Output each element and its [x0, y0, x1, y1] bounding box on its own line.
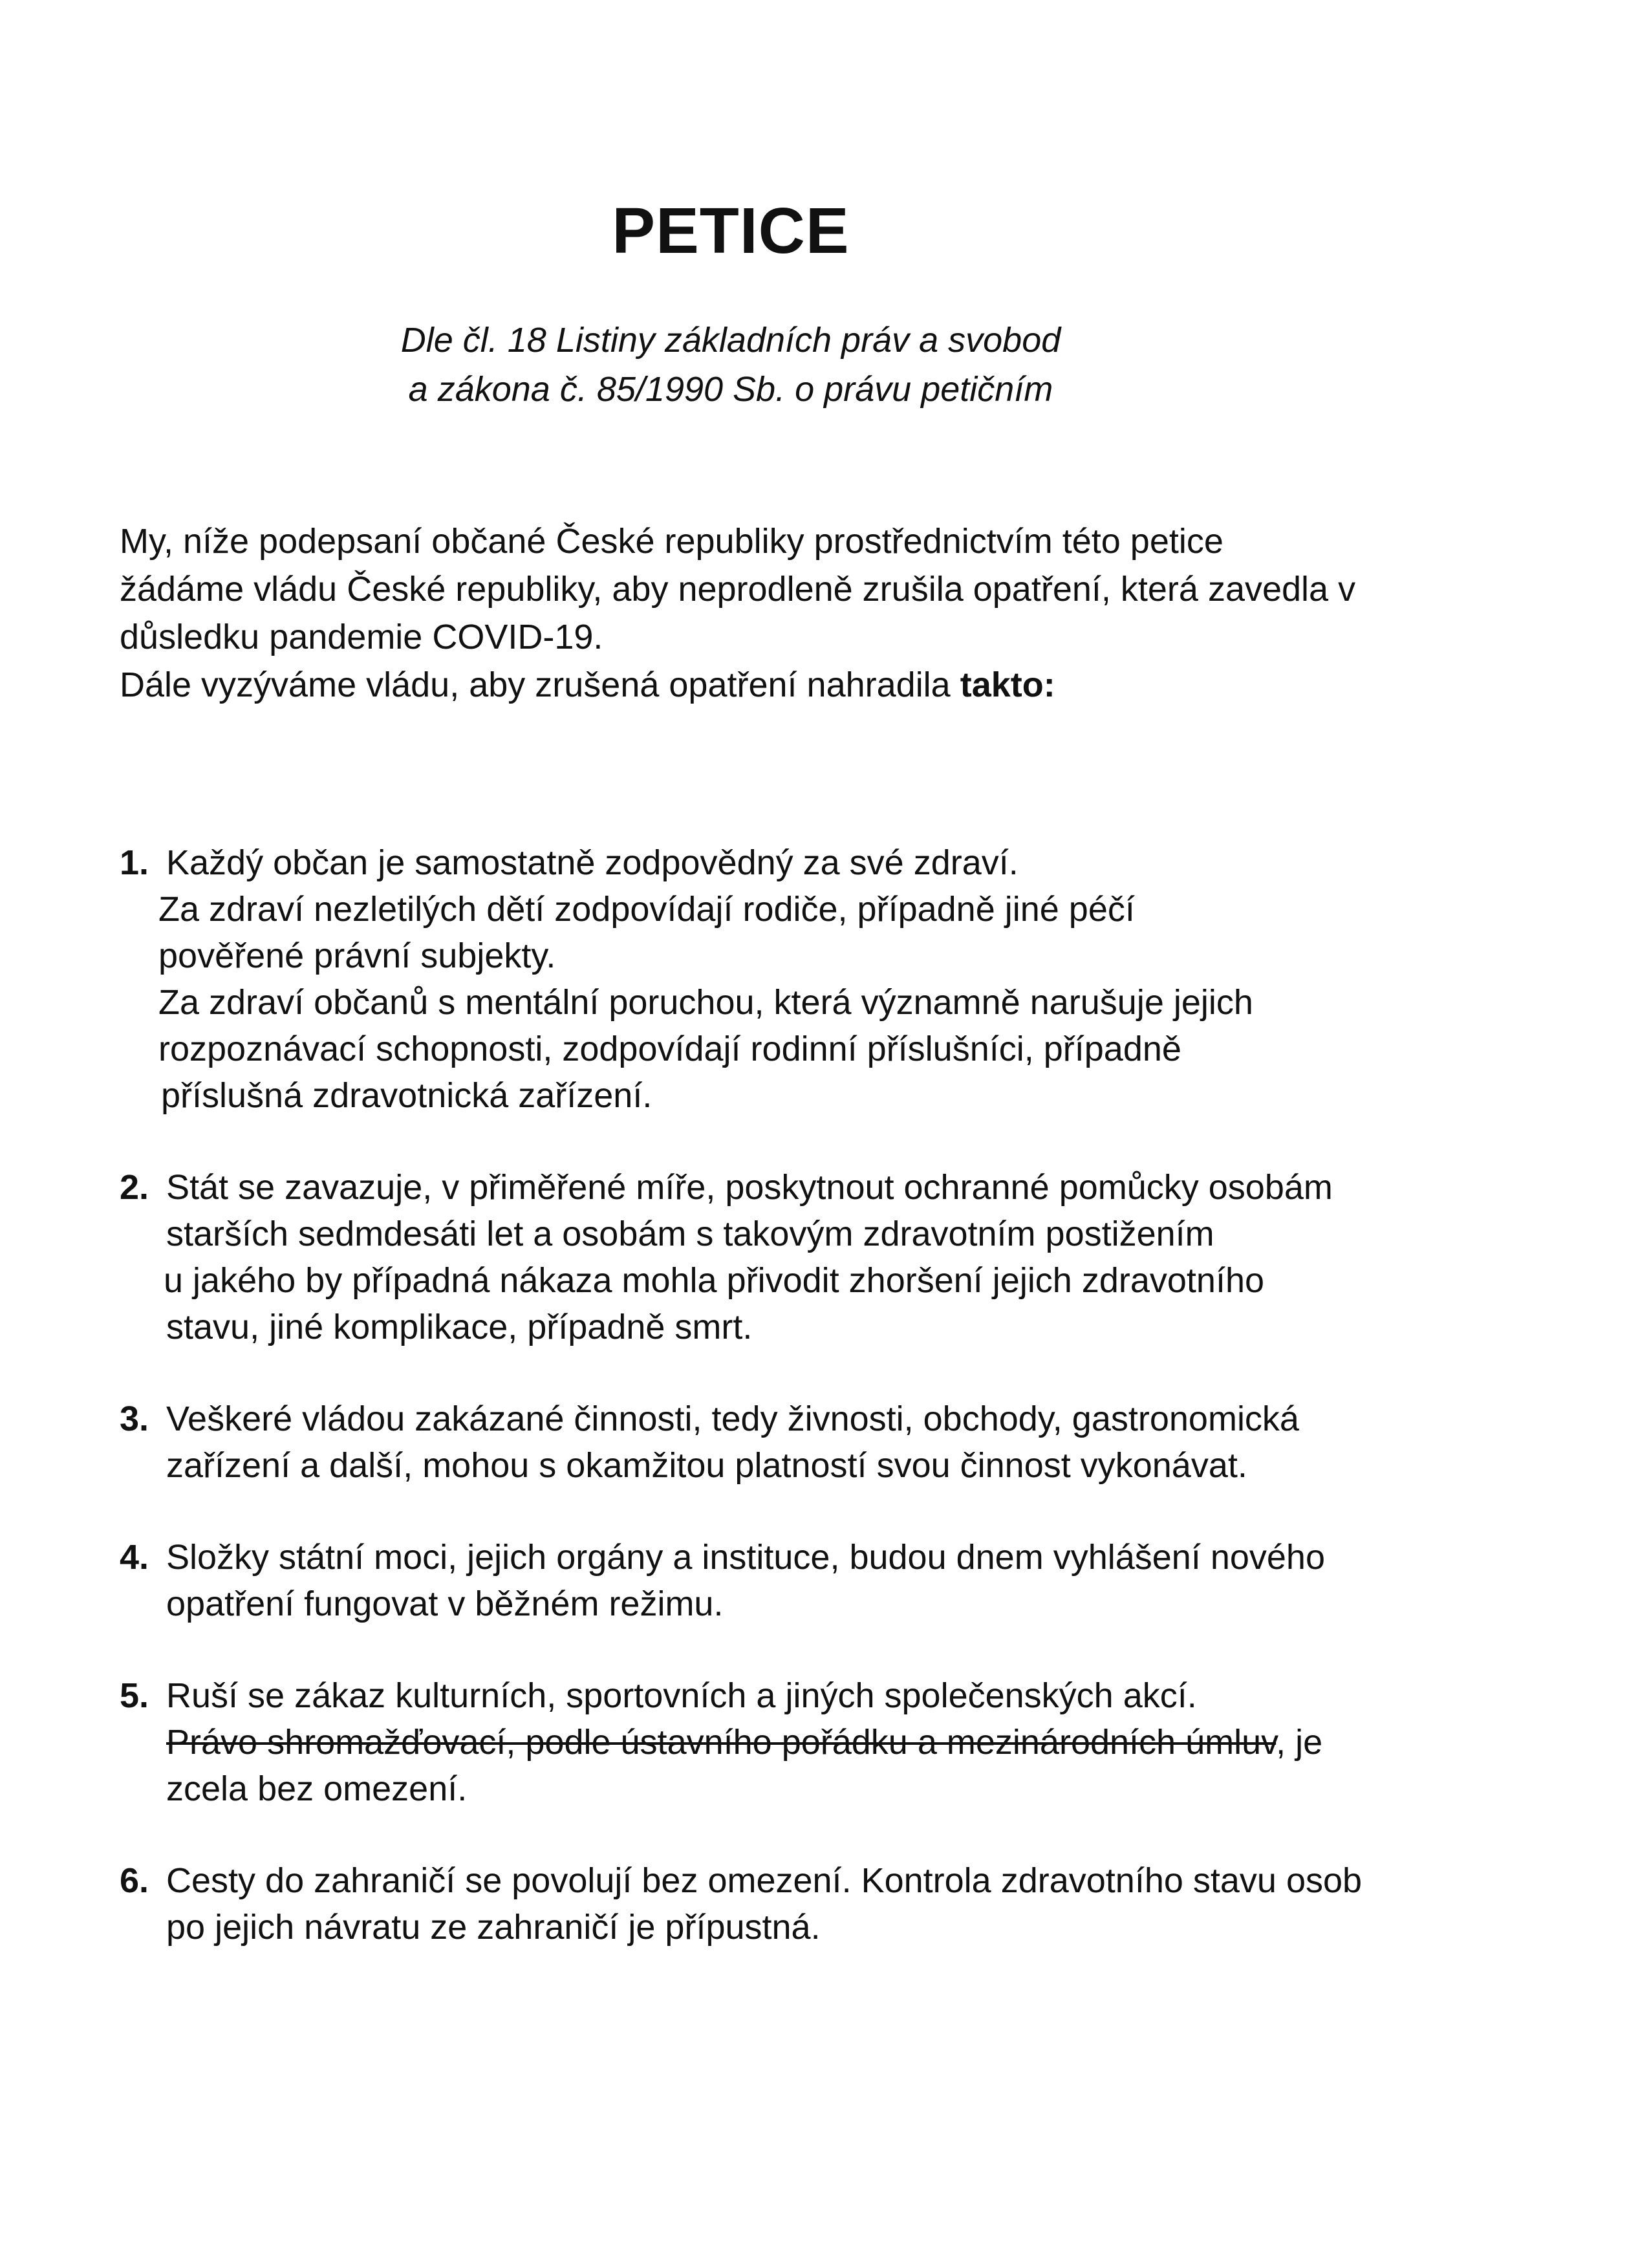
- item-line: Za zdraví nezletilých dětí zodpovídají rodiče, případně jiné péčí: [158, 890, 1135, 929]
- item-line: stavu, jiné komplikace, případně smrt.: [166, 1308, 753, 1346]
- demand-item-1: [120, 839, 1555, 1119]
- subtitle-line: a zákona č. 85/1990 Sb. o právu petičním: [408, 370, 1053, 409]
- demand-item-4: [120, 1534, 1555, 1627]
- demand-item-2: [120, 1164, 1555, 1350]
- item-line: [166, 1719, 1555, 1766]
- intro-line: [120, 661, 1542, 709]
- item-number: 5.: [120, 1676, 149, 1715]
- item-line: Ruší se zákaz kulturních, sportovních a jiných společenských akcí.: [166, 1676, 1197, 1715]
- item-line: Stát se zavazuje, v přiměřené míře, poskytnout ochranné pomůcky osobám: [166, 1168, 1333, 1207]
- intro-line: důsledku pandemie COVID-19.: [120, 618, 603, 656]
- item-body: [166, 1672, 1555, 1812]
- item-line: po jejich návratu ze zahraničí je přípustná.: [166, 1908, 821, 1947]
- demand-item-6: [120, 1857, 1555, 1950]
- item-line: Složky státní moci, jejich orgány a instituce, budou dnem vyhlášení nového: [166, 1538, 1325, 1577]
- intro-last-text: Dále vyzýváme vládu, aby zrušená opatření nahradila: [120, 665, 960, 704]
- item-number: 3.: [120, 1399, 149, 1438]
- item-body: [166, 1534, 1555, 1627]
- item-line: Každý občan je samostatně zodpovědný za své zdraví.: [166, 843, 1018, 882]
- subtitle-line: Dle čl. 18 Listiny základních práv a svobod: [400, 321, 1061, 360]
- item-line-rest: , je: [1276, 1723, 1323, 1762]
- item-body: [166, 1396, 1555, 1489]
- intro-line: My, níže podepsaní občané České republiky prostřednictvím této petice: [120, 522, 1223, 561]
- intro-line: žádáme vládu České republiky, aby neprodleně zrušila opatření, která zavedla v: [120, 570, 1356, 609]
- item-line: zařízení a další, mohou s okamžitou platností svou činnost vykonávat.: [166, 1446, 1247, 1485]
- item-number: 6.: [120, 1861, 149, 1900]
- petition-title: PETICE: [612, 195, 850, 267]
- item-body: [166, 1857, 1555, 1950]
- item-number: 4.: [120, 1538, 149, 1577]
- intro-paragraph: [120, 517, 1542, 709]
- item-line: rozpoznávací schopnosti, zodpovídají rodinní příslušníci, případně: [158, 1030, 1181, 1068]
- item-line: pověřené právní subjekty.: [158, 936, 556, 975]
- item-line: u jakého by případná nákaza mohla přivodit zhoršení jejich zdravotního: [164, 1261, 1265, 1300]
- item-line: Za zdraví občanů s mentální poruchou, která významně narušuje jejich: [158, 983, 1253, 1022]
- item-line: zcela bez omezení.: [166, 1769, 468, 1808]
- item-line: Cesty do zahraničí se povolují bez omezení. Kontrola zdravotního stavu osob: [166, 1861, 1363, 1900]
- item-number: 1.: [120, 843, 149, 882]
- item-line: Veškeré vládou zakázané činnosti, tedy živnosti, obchody, gastronomická: [166, 1399, 1299, 1438]
- item-line: opatření fungovat v běžném režimu.: [166, 1584, 724, 1623]
- intro-last-bold: takto:: [960, 665, 1055, 704]
- item-body: [166, 1164, 1555, 1350]
- demand-item-3: [120, 1396, 1555, 1489]
- item-body: [158, 839, 1555, 1119]
- item-number: 2.: [120, 1168, 149, 1207]
- item-line: příslušná zdravotnická zařízení.: [161, 1076, 652, 1115]
- struck-text: Právo shromažďovací, podle ústavního pořádku a mezinárodních úmluv: [166, 1723, 1277, 1762]
- demands-list: [120, 839, 1555, 1950]
- demand-item-5: [120, 1672, 1555, 1812]
- item-line: starších sedmdesáti let a osobám s takovým zdravotním postižením: [166, 1215, 1214, 1253]
- petition-subtitle: [0, 316, 1461, 414]
